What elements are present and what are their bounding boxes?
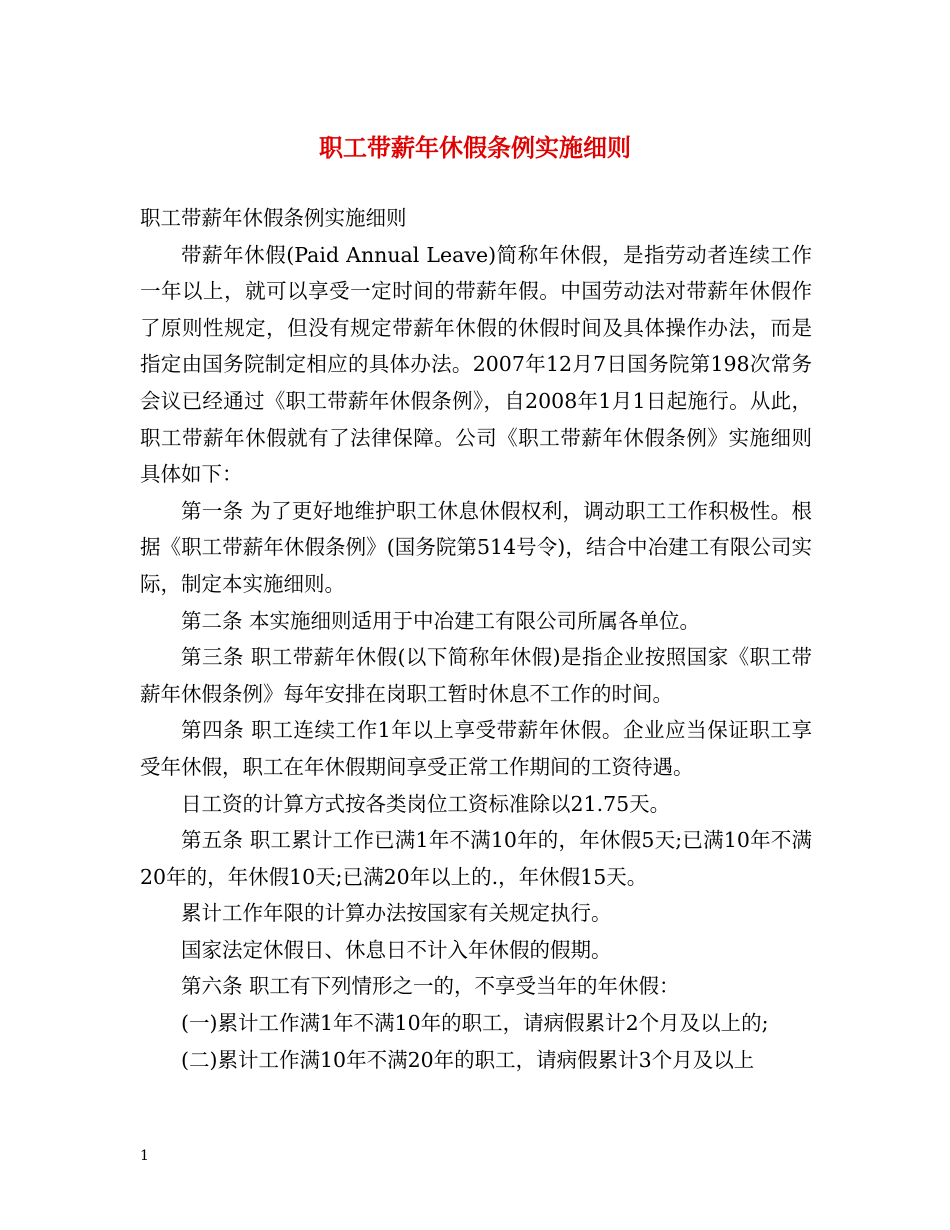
paragraph-article-4: 第四条 职工连续工作1年以上享受带薪年休假。企业应当保证职工享受年休假，职工在年休假期间享受正常工作期间的工资待遇。 xyxy=(140,718,812,779)
document-title: 职工带薪年休假条例实施细则 xyxy=(319,134,631,162)
paragraph-intro: 带薪年休假(Paid Annual Leave)简称年休假，是指劳动者连续工作一年以上，就可以享受一定时间的带薪年假。中国劳动法对带薪年休假作了原则性规定，但没有规定带薪年休假的休假时间及具体操作办法，而是指定由国务院制定相应的具体办法。2007年12月7日国务院第198次常务会议已经通过《职工带薪年休假条例》，自2008年1月1日起施行。从此，职工带薪年休假就有了法律保障。公司《职工带薪年休假条例》实施细则具体如下： xyxy=(140,242,812,487)
paragraph-article-1: 第一条 为了更好地维护职工休息休假权利，调动职工工作积极性。根据《职工带薪年休假条例》(国务院第514号令)，结合中冶建工有限公司实际，制定本实施细则。 xyxy=(140,498,812,596)
paragraph-years-calculation: 累计工作年限的计算办法按国家有关规定执行。 xyxy=(181,901,612,926)
paragraph-article-6: 第六条 职工有下列情形之一的，不享受当年的年休假： xyxy=(181,974,680,999)
document-body xyxy=(140,200,812,1078)
paragraph-daily-wage: 日工资的计算方式按各类岗位工资标准除以21.75天。 xyxy=(181,791,671,816)
paragraph-article-2: 第二条 本实施细则适用于中冶建工有限公司所属各单位。 xyxy=(181,608,701,633)
list-item-1: (一)累计工作满1年不满10年的职工，请病假累计2个月及以上的; xyxy=(181,1011,769,1036)
page-number: 1 xyxy=(140,1148,149,1164)
paragraph-holidays: 国家法定休假日、休息日不计入年休假的假期。 xyxy=(181,937,612,962)
list-item-2: (二)累计工作满10年不满20年的职工，请病假累计3个月及以上 xyxy=(181,1047,755,1072)
paragraph-article-3: 第三条 职工带薪年休假(以下简称年休假)是指企业按照国家《职工带薪年休假条例》每年安排在岗职工暂时休息不工作的时间。 xyxy=(140,645,812,706)
paragraph-article-5: 第五条 职工累计工作已满1年不满10年的，年休假5天;已满10年不满20年的，年休假10天;已满20年以上的.，年休假15天。 xyxy=(140,828,812,889)
section-heading: 职工带薪年休假条例实施细则 xyxy=(140,206,407,230)
